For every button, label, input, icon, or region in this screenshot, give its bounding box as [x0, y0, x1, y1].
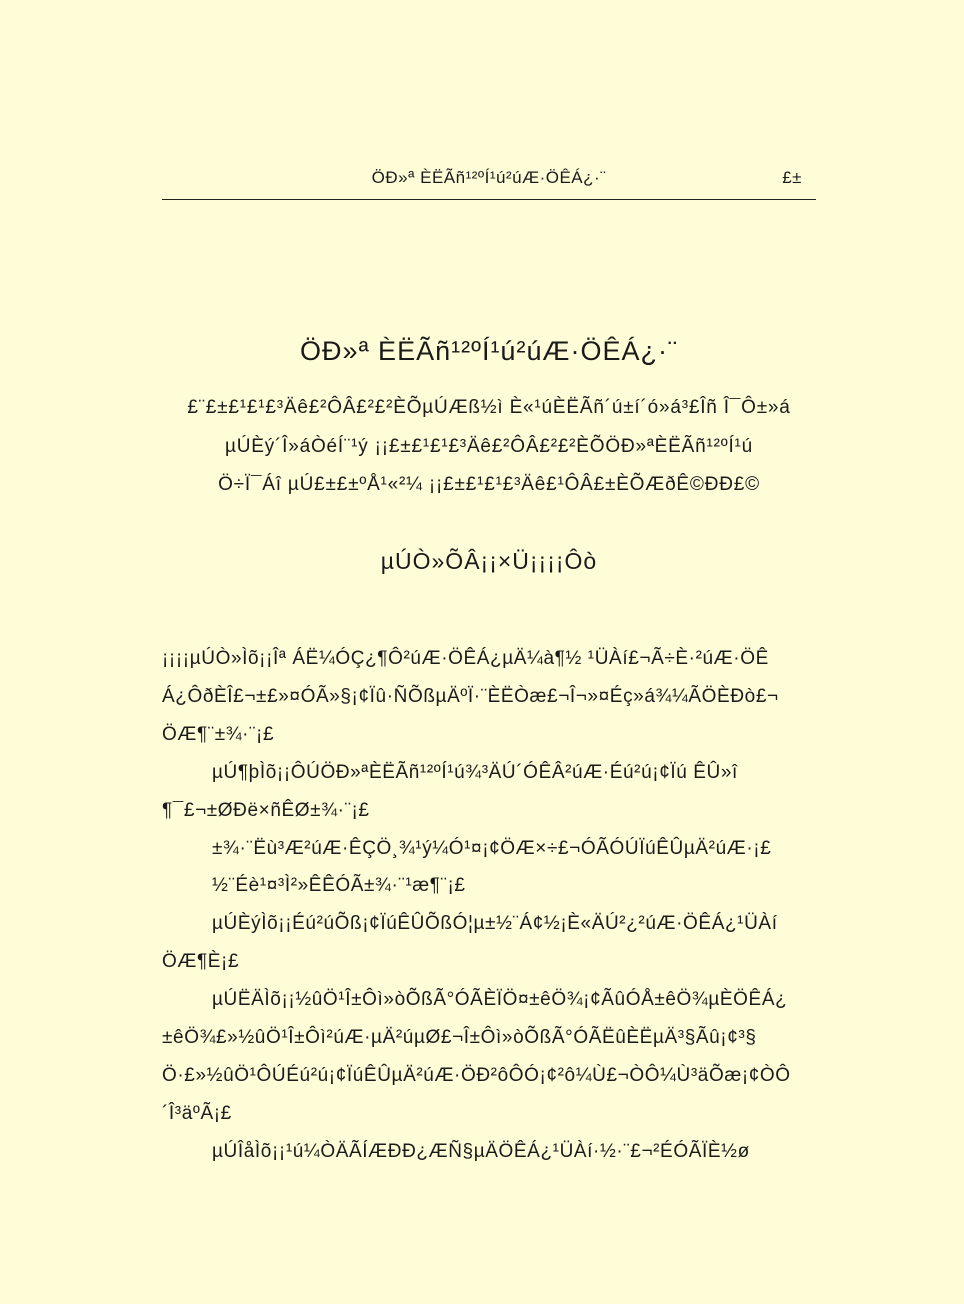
- text-line: ±êÖ¾£»½ûÖ¹Î±Ôì²úÆ·µÄ²úµØ£¬Î±Ôì»òÕßÃ°ÓÃËûÈËµÄ³§Ãû¡¢³§: [162, 1027, 757, 1049]
- header-divider: [162, 199, 816, 200]
- subtitle-line: £¨£±£¹£¹£³Äê£²ÔÂ£²£²ÈÕµÚÆß½ì È«¹úÈËÃñ´ú±í´ó»á³£Îñ Î¯Ô±»á: [187, 397, 791, 418]
- text-line: ÖÆ¶È¡£: [162, 951, 240, 973]
- paragraph-article-4: [162, 981, 822, 1133]
- text-line: ½¨Éè¹¤³Ì²»ÊÊÓÃ±¾·¨¹æ¶¨¡£: [212, 875, 466, 897]
- text-line: µÚÈýÌõ¡¡Éú²úÕß¡¢ÏúÊÛÕßÓ¦µ±½¨Á¢½¡È«ÄÚ²¿²úÆ·ÖÊÁ¿¹ÜÀí: [212, 913, 778, 935]
- subtitle-line: Ö÷Ï¯Áî µÚ£±£±ºÅ¹«²¼ ¡¡£±£¹£¹£³Äê£¹ÔÂ£±ÈÕÆðÊ©ÐÐ£©: [218, 474, 760, 495]
- running-header: [162, 168, 816, 190]
- text-line: Ö·£»½ûÖ¹ÔÚÉú²ú¡¢ÏúÊÛµÄ²úÆ·ÖÐ²ôÔÓ¡¢²ô¼Ù£¬ÒÔ¼Ù³äÕæ¡¢ÒÔ: [162, 1064, 791, 1086]
- text-line: ÖÆ¶¨±¾·¨¡£: [162, 723, 275, 745]
- text-line: Á¿ÔðÈÎ£¬±£»¤ÓÃ»§¡¢Ïû·ÑÕßµÄºÏ·¨ÈËÒæ£¬Î¬»¤Éç»á¾¼ÃÖÈÐò£¬: [162, 685, 779, 707]
- paragraph-article-3: [162, 905, 822, 981]
- text-line: ±¾·¨Ëù³Æ²úÆ·ÊÇÖ¸¾¹ý¼Ó¹¤¡¢ÖÆ×÷£¬ÓÃÓÚÏúÊÛµÄ²úÆ·¡£: [212, 837, 772, 859]
- paragraph-article-2-continued: [162, 830, 822, 906]
- paragraph-article-1: [162, 640, 822, 754]
- text-line: µÚ¶þÌõ¡¡ÔÚÖÐ»ªÈËÃñ¹²ºÍ¹ú¾³ÄÚ´ÓÊÂ²úÆ·Éú²ú¡¢Ïú ÊÛ»î: [212, 761, 738, 783]
- document-title: ÖÐ»ª ÈËÃñ¹²ºÍ¹ú²úÆ·ÖÊÁ¿·¨: [300, 336, 678, 366]
- body-text: [162, 640, 822, 1171]
- paragraph-article-2: [162, 754, 822, 830]
- paragraph-article-5: [162, 1133, 822, 1171]
- page-number: £±: [782, 168, 802, 187]
- running-title: ÖÐ»ª ÈËÃñ¹²ºÍ¹ú²úÆ·ÖÊÁ¿·¨: [371, 168, 607, 187]
- text-line: µÚËÄÌõ¡¡½ûÖ¹Î±Ôì»òÕßÃ°ÓÃÈÏÖ¤±êÖ¾¡¢ÃûÓÅ±êÖ¾µÈÖÊÁ¿: [212, 989, 788, 1011]
- subtitle-line: µÚÈý´Î»áÒéÍ¨¹ý ¡¡£±£¹£¹£³Äê£²ÔÂ£²£²ÈÕÖÐ»ªÈËÃñ¹²ºÍ¹ú: [224, 436, 754, 457]
- text-line: ¡¡¡¡µÚÒ»Ìõ¡¡Îª ÁË¼ÓÇ¿¶Ô²úÆ·ÖÊÁ¿µÄ¼à¶½ ¹ÜÀí£¬Ã÷È·²úÆ·ÖÊ: [162, 648, 769, 669]
- section-heading: µÚÒ»ÕÂ¡¡×Ü¡¡¡¡Ôò: [380, 548, 598, 574]
- text-line: µÚÎåÌõ¡¡¹ú¼ÒÄÃÍÆÐÐ¿ÆÑ§µÄÖÊÁ¿¹ÜÀí·½·¨£¬²ÉÓÃÏÈ½ø: [212, 1140, 750, 1162]
- text-line: ¶¯£¬±ØÐë×ñÊØ±¾·¨¡£: [162, 799, 370, 821]
- text-line: ´Î³äºÃ¡£: [162, 1102, 232, 1124]
